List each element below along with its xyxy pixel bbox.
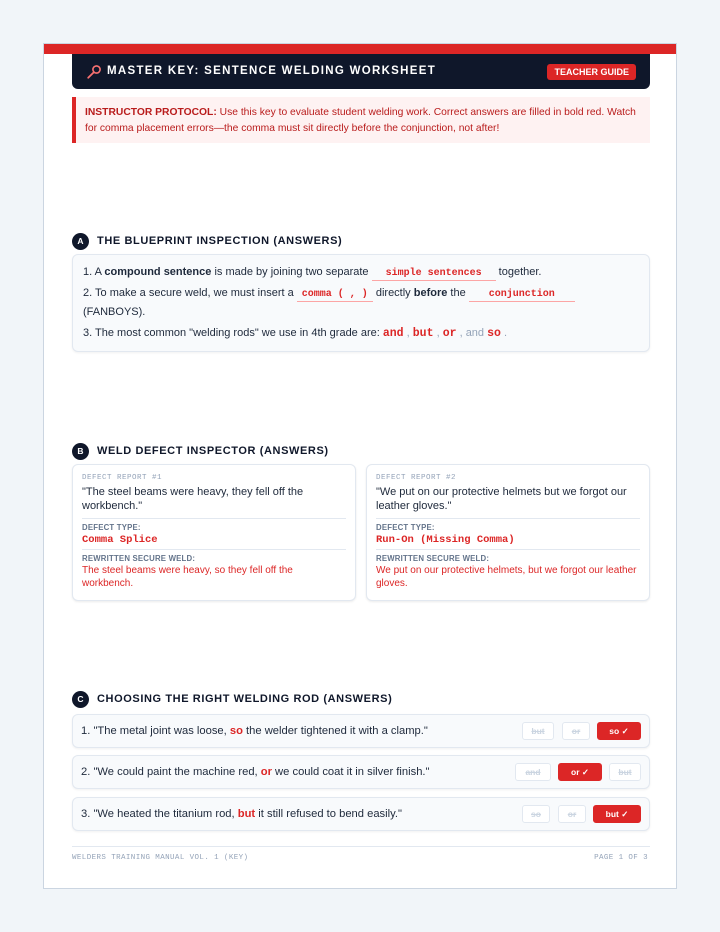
rewrite-label: REWRITTEN SECURE WELD:: [82, 554, 196, 563]
q3-period: .: [503, 327, 508, 339]
option-or[interactable]: or: [562, 722, 590, 740]
rod-sentence: 3. "We heated the titanium rod, but it still refused to bend easily.": [81, 808, 402, 820]
instructor-protocol-note: [72, 97, 650, 143]
section-b-marker: B: [72, 443, 89, 460]
q1-answer-blank: simple sentences: [372, 268, 496, 281]
defect-type-label: DEFECT TYPE:: [376, 523, 435, 532]
section-a-title: THE BLUEPRINT INSPECTION (ANSWERS): [97, 235, 343, 247]
rod-answer: and: [382, 327, 404, 340]
defect-report-id: DEFECT REPORT #2: [376, 474, 457, 482]
defect-quote: "We put on our protective helmets but we forgot our leather gloves.": [376, 486, 627, 512]
defect-report-card: [72, 464, 356, 601]
welding-rod-row: [72, 797, 650, 831]
section-a-marker: A: [72, 233, 89, 250]
blueprint-question-2: [83, 287, 575, 302]
defect-type-value: Comma Splice: [82, 534, 158, 546]
rewrite-label: REWRITTEN SECURE WELD:: [376, 554, 490, 563]
footer-manual-title: WELDERS TRAINING MANUAL VOL. 1 (KEY): [72, 854, 249, 862]
q3-prefix: 3. The most common "welding rods" we use in 4th grade are:: [83, 327, 383, 339]
q2-answer-blank-2: conjunction: [469, 289, 575, 302]
welding-rod-row: [72, 714, 650, 748]
top-accent-bar: [44, 44, 676, 54]
option-but-correct[interactable]: but ✓: [593, 805, 641, 823]
wrench-icon: [86, 64, 102, 80]
worksheet-header: [72, 54, 650, 89]
rod-sentence: 2. "We could paint the machine red, or we could coat it in silver finish.": [81, 766, 430, 778]
rod-answer: or: [442, 327, 457, 340]
q2-middle-2: the: [447, 287, 469, 299]
protocol-text: Use this key to evaluate student welding work. Correct answers are filled in bold red. Watch for comma placement errors—the comma must sit directly before the conjunction, not after!: [85, 107, 636, 134]
option-and[interactable]: and: [515, 763, 551, 781]
section-b-title: WELD DEFECT INSPECTOR (ANSWERS): [97, 445, 329, 457]
rewritten-sentence: We put on our protective helmets, but we forgot our leather gloves.: [376, 565, 637, 589]
blueprint-question-3: 3. The most common "welding rods" we use in 4th grade are: and , but , or , and so .: [83, 327, 508, 340]
q2-answer-blank-1: comma ( , ): [297, 289, 373, 302]
q1-suffix: together.: [498, 266, 542, 278]
q1-term: compound sentence: [104, 266, 212, 278]
q3-and-word: and: [465, 327, 485, 339]
rod-answer-word: or: [260, 766, 272, 778]
rod-sentence: 1. "The metal joint was loose, so the welder tightened it with a clamp.": [81, 725, 428, 737]
q2-prefix: 2. To make a secure weld, we must insert a: [83, 287, 297, 299]
defect-type-label: DEFECT TYPE:: [82, 523, 141, 532]
rod-answer-word: but: [237, 808, 256, 820]
section-c-title: CHOOSING THE RIGHT WELDING ROD (ANSWERS): [97, 693, 393, 705]
option-or[interactable]: or: [558, 805, 586, 823]
teacher-guide-badge: TEACHER GUIDE: [547, 64, 636, 80]
defect-report-id: DEFECT REPORT #1: [82, 474, 163, 482]
option-so-correct[interactable]: so ✓: [597, 722, 641, 740]
protocol-label: INSTRUCTOR PROTOCOL:: [85, 107, 217, 118]
q1-prefix: 1. A: [83, 266, 105, 278]
worksheet-page: [43, 43, 677, 889]
defect-quote: "The steel beams were heavy, they fell off the workbench.": [82, 486, 304, 512]
footer-page-number: PAGE 1 OF 3: [594, 854, 648, 862]
rod-answer-word: so: [229, 725, 243, 737]
q2-emphasis: before: [413, 287, 448, 299]
rod-answer: but: [412, 327, 434, 340]
welding-rod-row: [72, 755, 650, 789]
rewritten-sentence: The steel beams were heavy, so they fell off the workbench.: [82, 565, 293, 589]
blueprint-question-2-cont: (FANBOYS).: [83, 306, 146, 318]
option-so[interactable]: so: [522, 805, 550, 823]
section-c-marker: C: [72, 691, 89, 708]
defect-type-value: Run-On (Missing Comma): [376, 534, 515, 546]
q1-middle: is made by joining two separate: [211, 266, 372, 278]
option-but[interactable]: but: [522, 722, 554, 740]
blueprint-question-1: [83, 266, 541, 281]
q2-middle: directly: [375, 287, 414, 299]
footer-divider: [72, 846, 650, 847]
rod-answer: so: [487, 327, 501, 340]
blueprint-answers-card: [72, 254, 650, 352]
defect-report-card: [366, 464, 650, 601]
worksheet-title: MASTER KEY: SENTENCE WELDING WORKSHEET: [107, 65, 437, 77]
option-or-correct[interactable]: or ✓: [558, 763, 602, 781]
option-but[interactable]: but: [609, 763, 641, 781]
